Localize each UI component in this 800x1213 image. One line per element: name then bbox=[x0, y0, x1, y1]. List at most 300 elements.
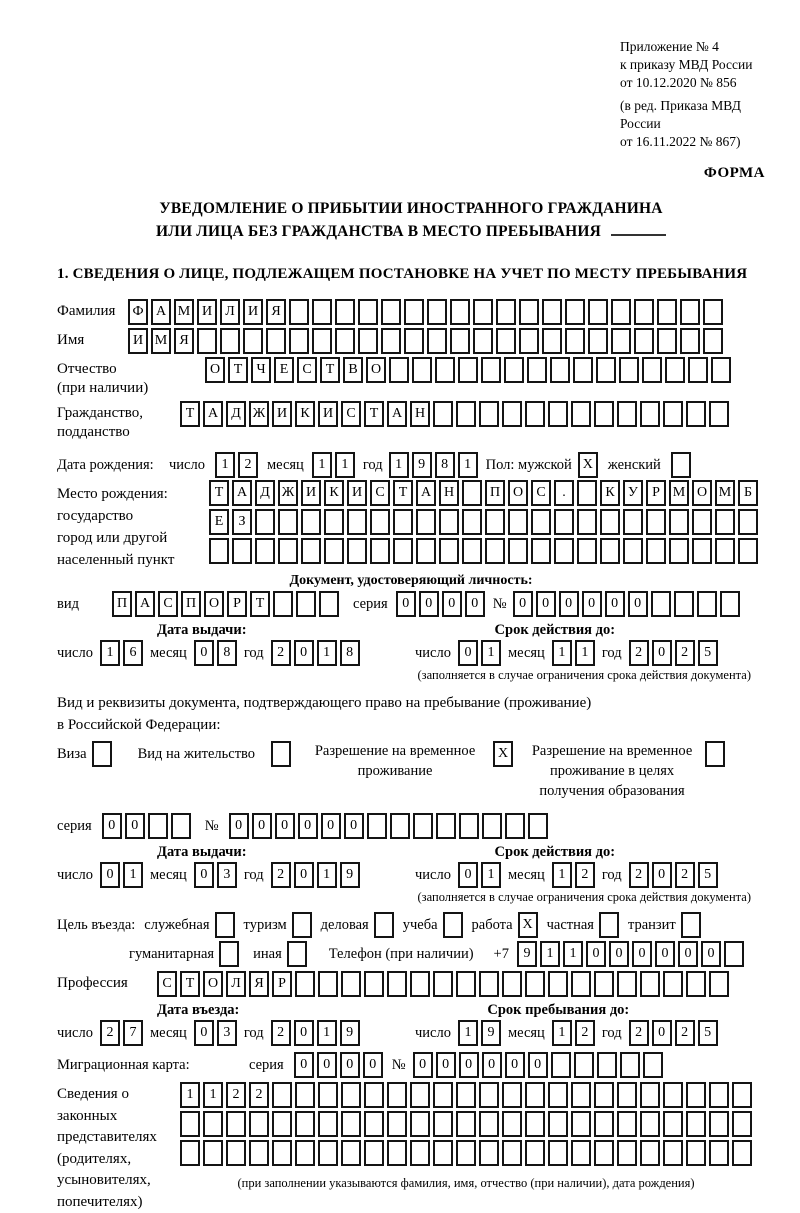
char-cell[interactable]: 1 bbox=[335, 452, 355, 478]
char-cell[interactable]: Л bbox=[220, 299, 240, 325]
char-cell[interactable] bbox=[295, 971, 315, 997]
firstname-input[interactable] bbox=[128, 328, 723, 354]
char-cell[interactable] bbox=[209, 538, 229, 564]
char-cell[interactable]: О bbox=[508, 480, 528, 506]
char-cell[interactable] bbox=[574, 1052, 594, 1078]
char-cell[interactable] bbox=[594, 1111, 614, 1137]
char-cell[interactable] bbox=[335, 328, 355, 354]
char-cell[interactable]: 0 bbox=[194, 1020, 214, 1046]
char-cell[interactable] bbox=[341, 1111, 361, 1137]
char-cell[interactable] bbox=[551, 1052, 571, 1078]
char-cell[interactable]: 2 bbox=[238, 452, 258, 478]
char-cell[interactable]: 0 bbox=[252, 813, 272, 839]
char-cell[interactable] bbox=[341, 1082, 361, 1108]
char-cell[interactable] bbox=[255, 538, 275, 564]
char-cell[interactable] bbox=[312, 299, 332, 325]
char-cell[interactable] bbox=[404, 299, 424, 325]
char-cell[interactable]: 2 bbox=[271, 640, 291, 666]
char-cell[interactable]: 5 bbox=[698, 640, 718, 666]
char-cell[interactable] bbox=[502, 1111, 522, 1137]
char-cell[interactable] bbox=[473, 328, 493, 354]
stay-until-day-input[interactable] bbox=[458, 1020, 501, 1046]
char-cell[interactable] bbox=[387, 971, 407, 997]
char-cell[interactable] bbox=[341, 1140, 361, 1166]
char-cell[interactable]: 0 bbox=[655, 941, 675, 967]
char-cell[interactable]: 0 bbox=[321, 813, 341, 839]
char-cell[interactable]: X bbox=[518, 912, 538, 938]
char-cell[interactable]: К bbox=[600, 480, 620, 506]
char-cell[interactable] bbox=[671, 452, 691, 478]
surname-input[interactable] bbox=[128, 299, 723, 325]
char-cell[interactable] bbox=[617, 1140, 637, 1166]
char-cell[interactable] bbox=[686, 1082, 706, 1108]
char-cell[interactable] bbox=[571, 401, 591, 427]
char-cell[interactable]: М bbox=[151, 328, 171, 354]
entry-day-input[interactable] bbox=[100, 1020, 143, 1046]
char-cell[interactable] bbox=[433, 1082, 453, 1108]
char-cell[interactable] bbox=[479, 1082, 499, 1108]
char-cell[interactable] bbox=[663, 401, 683, 427]
char-cell[interactable]: 1 bbox=[180, 1082, 200, 1108]
char-cell[interactable]: Д bbox=[255, 480, 275, 506]
char-cell[interactable]: О bbox=[692, 480, 712, 506]
char-cell[interactable] bbox=[504, 357, 524, 383]
char-cell[interactable] bbox=[663, 1140, 683, 1166]
char-cell[interactable]: 2 bbox=[226, 1082, 246, 1108]
char-cell[interactable] bbox=[692, 509, 712, 535]
char-cell[interactable] bbox=[295, 1140, 315, 1166]
char-cell[interactable] bbox=[617, 1082, 637, 1108]
char-cell[interactable]: С bbox=[158, 591, 178, 617]
char-cell[interactable] bbox=[387, 1111, 407, 1137]
char-cell[interactable]: 2 bbox=[271, 862, 291, 888]
char-cell[interactable]: И bbox=[301, 480, 321, 506]
char-cell[interactable] bbox=[358, 299, 378, 325]
char-cell[interactable] bbox=[554, 538, 574, 564]
char-cell[interactable] bbox=[571, 1140, 591, 1166]
char-cell[interactable] bbox=[473, 299, 493, 325]
char-cell[interactable] bbox=[390, 813, 410, 839]
char-cell[interactable]: Д bbox=[226, 401, 246, 427]
char-cell[interactable] bbox=[410, 1082, 430, 1108]
char-cell[interactable] bbox=[462, 538, 482, 564]
migration-number-input[interactable] bbox=[413, 1052, 663, 1078]
stay-number-input[interactable] bbox=[229, 813, 548, 839]
char-cell[interactable] bbox=[709, 401, 729, 427]
char-cell[interactable] bbox=[416, 509, 436, 535]
char-cell[interactable] bbox=[680, 299, 700, 325]
char-cell[interactable] bbox=[657, 328, 677, 354]
char-cell[interactable]: 0 bbox=[528, 1052, 548, 1078]
char-cell[interactable]: 1 bbox=[312, 452, 332, 478]
char-cell[interactable] bbox=[370, 509, 390, 535]
stay-valid-day-input[interactable] bbox=[458, 862, 501, 888]
char-cell[interactable]: 9 bbox=[481, 1020, 501, 1046]
doc-number-input[interactable] bbox=[513, 591, 740, 617]
char-cell[interactable]: 1 bbox=[215, 452, 235, 478]
char-cell[interactable] bbox=[443, 912, 463, 938]
purpose-commercial-checkbox[interactable] bbox=[374, 912, 394, 938]
char-cell[interactable] bbox=[289, 299, 309, 325]
char-cell[interactable] bbox=[705, 741, 725, 767]
char-cell[interactable]: 1 bbox=[481, 640, 501, 666]
char-cell[interactable]: 0 bbox=[298, 813, 318, 839]
char-cell[interactable]: З bbox=[232, 509, 252, 535]
char-cell[interactable]: 1 bbox=[123, 862, 143, 888]
char-cell[interactable] bbox=[669, 509, 689, 535]
char-cell[interactable] bbox=[393, 538, 413, 564]
char-cell[interactable]: П bbox=[181, 591, 201, 617]
char-cell[interactable] bbox=[611, 328, 631, 354]
char-cell[interactable]: 0 bbox=[459, 1052, 479, 1078]
char-cell[interactable] bbox=[525, 401, 545, 427]
edu-permit-checkbox[interactable] bbox=[705, 741, 725, 767]
char-cell[interactable] bbox=[312, 328, 332, 354]
char-cell[interactable]: 2 bbox=[271, 1020, 291, 1046]
char-cell[interactable]: 2 bbox=[675, 640, 695, 666]
char-cell[interactable] bbox=[519, 299, 539, 325]
char-cell[interactable] bbox=[226, 1111, 246, 1137]
char-cell[interactable] bbox=[318, 1111, 338, 1137]
char-cell[interactable] bbox=[381, 328, 401, 354]
char-cell[interactable]: 1 bbox=[575, 640, 595, 666]
char-cell[interactable] bbox=[203, 1140, 223, 1166]
representatives-row1-input[interactable] bbox=[180, 1082, 752, 1108]
char-cell[interactable] bbox=[255, 509, 275, 535]
char-cell[interactable] bbox=[458, 357, 478, 383]
char-cell[interactable] bbox=[663, 971, 683, 997]
char-cell[interactable]: 0 bbox=[559, 591, 579, 617]
char-cell[interactable] bbox=[427, 299, 447, 325]
char-cell[interactable]: 2 bbox=[675, 862, 695, 888]
char-cell[interactable] bbox=[335, 299, 355, 325]
char-cell[interactable] bbox=[709, 1111, 729, 1137]
char-cell[interactable] bbox=[180, 1111, 200, 1137]
char-cell[interactable] bbox=[542, 299, 562, 325]
char-cell[interactable] bbox=[588, 328, 608, 354]
char-cell[interactable] bbox=[571, 1111, 591, 1137]
char-cell[interactable]: 1 bbox=[552, 640, 572, 666]
char-cell[interactable] bbox=[439, 509, 459, 535]
char-cell[interactable] bbox=[435, 357, 455, 383]
char-cell[interactable]: 1 bbox=[481, 862, 501, 888]
char-cell[interactable]: 1 bbox=[563, 941, 583, 967]
char-cell[interactable]: 0 bbox=[344, 813, 364, 839]
char-cell[interactable] bbox=[525, 1140, 545, 1166]
char-cell[interactable]: 3 bbox=[217, 1020, 237, 1046]
char-cell[interactable]: Я bbox=[174, 328, 194, 354]
char-cell[interactable] bbox=[171, 813, 191, 839]
char-cell[interactable] bbox=[456, 971, 476, 997]
char-cell[interactable]: 0 bbox=[294, 1052, 314, 1078]
char-cell[interactable] bbox=[550, 357, 570, 383]
char-cell[interactable] bbox=[410, 971, 430, 997]
char-cell[interactable] bbox=[657, 299, 677, 325]
char-cell[interactable] bbox=[347, 509, 367, 535]
char-cell[interactable]: А bbox=[135, 591, 155, 617]
char-cell[interactable]: О bbox=[204, 591, 224, 617]
char-cell[interactable]: Ж bbox=[278, 480, 298, 506]
char-cell[interactable]: Ф bbox=[128, 299, 148, 325]
char-cell[interactable] bbox=[680, 328, 700, 354]
char-cell[interactable] bbox=[287, 941, 307, 967]
char-cell[interactable] bbox=[450, 328, 470, 354]
char-cell[interactable] bbox=[318, 1140, 338, 1166]
char-cell[interactable] bbox=[646, 538, 666, 564]
char-cell[interactable]: М bbox=[669, 480, 689, 506]
char-cell[interactable] bbox=[643, 1052, 663, 1078]
char-cell[interactable] bbox=[611, 299, 631, 325]
char-cell[interactable] bbox=[482, 813, 502, 839]
char-cell[interactable] bbox=[272, 1111, 292, 1137]
char-cell[interactable]: И bbox=[243, 299, 263, 325]
char-cell[interactable] bbox=[732, 1140, 752, 1166]
birth-month-input[interactable] bbox=[312, 452, 355, 478]
patronymic-input[interactable] bbox=[205, 357, 731, 383]
char-cell[interactable] bbox=[571, 1082, 591, 1108]
char-cell[interactable] bbox=[674, 591, 694, 617]
char-cell[interactable] bbox=[502, 971, 522, 997]
char-cell[interactable]: 0 bbox=[632, 941, 652, 967]
char-cell[interactable]: А bbox=[203, 401, 223, 427]
birthplace-row3-input[interactable] bbox=[209, 538, 758, 564]
char-cell[interactable]: 0 bbox=[458, 640, 478, 666]
char-cell[interactable]: X bbox=[578, 452, 598, 478]
char-cell[interactable] bbox=[531, 509, 551, 535]
char-cell[interactable] bbox=[289, 328, 309, 354]
char-cell[interactable] bbox=[634, 299, 654, 325]
sex-male-checkbox[interactable] bbox=[578, 452, 598, 478]
char-cell[interactable] bbox=[669, 538, 689, 564]
char-cell[interactable] bbox=[711, 357, 731, 383]
char-cell[interactable] bbox=[588, 299, 608, 325]
char-cell[interactable]: Я bbox=[266, 299, 286, 325]
char-cell[interactable] bbox=[319, 591, 339, 617]
char-cell[interactable] bbox=[565, 299, 585, 325]
visa-checkbox[interactable] bbox=[92, 741, 112, 767]
char-cell[interactable] bbox=[364, 1082, 384, 1108]
char-cell[interactable]: П bbox=[485, 480, 505, 506]
char-cell[interactable] bbox=[548, 971, 568, 997]
char-cell[interactable] bbox=[548, 1140, 568, 1166]
char-cell[interactable] bbox=[364, 1140, 384, 1166]
char-cell[interactable]: 0 bbox=[363, 1052, 383, 1078]
purpose-transit-checkbox[interactable] bbox=[681, 912, 701, 938]
char-cell[interactable]: С bbox=[341, 401, 361, 427]
char-cell[interactable]: 0 bbox=[229, 813, 249, 839]
char-cell[interactable]: 2 bbox=[629, 1020, 649, 1046]
char-cell[interactable]: 0 bbox=[194, 862, 214, 888]
char-cell[interactable]: 1 bbox=[552, 862, 572, 888]
char-cell[interactable]: М bbox=[715, 480, 735, 506]
char-cell[interactable] bbox=[663, 1111, 683, 1137]
char-cell[interactable] bbox=[720, 591, 740, 617]
char-cell[interactable]: 0 bbox=[609, 941, 629, 967]
char-cell[interactable] bbox=[620, 1052, 640, 1078]
char-cell[interactable] bbox=[686, 401, 706, 427]
char-cell[interactable]: Н bbox=[439, 480, 459, 506]
char-cell[interactable]: 0 bbox=[586, 941, 606, 967]
char-cell[interactable]: О bbox=[203, 971, 223, 997]
entry-year-input[interactable] bbox=[271, 1020, 360, 1046]
char-cell[interactable]: 0 bbox=[419, 591, 439, 617]
char-cell[interactable]: 0 bbox=[317, 1052, 337, 1078]
char-cell[interactable] bbox=[496, 328, 516, 354]
char-cell[interactable] bbox=[715, 538, 735, 564]
temp-permit-checkbox[interactable] bbox=[493, 741, 513, 767]
char-cell[interactable] bbox=[479, 1140, 499, 1166]
char-cell[interactable]: Т bbox=[364, 401, 384, 427]
char-cell[interactable] bbox=[599, 912, 619, 938]
char-cell[interactable] bbox=[577, 480, 597, 506]
char-cell[interactable] bbox=[642, 357, 662, 383]
doc-kind-input[interactable] bbox=[112, 591, 339, 617]
char-cell[interactable] bbox=[226, 1140, 246, 1166]
migration-series-input[interactable] bbox=[294, 1052, 383, 1078]
char-cell[interactable] bbox=[519, 328, 539, 354]
char-cell[interactable] bbox=[374, 912, 394, 938]
char-cell[interactable] bbox=[232, 538, 252, 564]
char-cell[interactable] bbox=[450, 299, 470, 325]
char-cell[interactable] bbox=[594, 971, 614, 997]
char-cell[interactable] bbox=[456, 1082, 476, 1108]
char-cell[interactable] bbox=[640, 1140, 660, 1166]
char-cell[interactable]: 0 bbox=[442, 591, 462, 617]
char-cell[interactable] bbox=[278, 538, 298, 564]
purpose-humanitarian-checkbox[interactable] bbox=[219, 941, 239, 967]
birth-year-input[interactable] bbox=[389, 452, 478, 478]
char-cell[interactable] bbox=[456, 401, 476, 427]
char-cell[interactable] bbox=[623, 509, 643, 535]
purpose-tourism-checkbox[interactable] bbox=[292, 912, 312, 938]
issued-day-input[interactable] bbox=[100, 640, 143, 666]
char-cell[interactable]: 0 bbox=[340, 1052, 360, 1078]
char-cell[interactable]: О bbox=[205, 357, 225, 383]
char-cell[interactable] bbox=[389, 357, 409, 383]
char-cell[interactable]: 0 bbox=[652, 640, 672, 666]
char-cell[interactable]: 2 bbox=[575, 1020, 595, 1046]
char-cell[interactable]: 0 bbox=[582, 591, 602, 617]
stay-until-month-input[interactable] bbox=[552, 1020, 595, 1046]
char-cell[interactable] bbox=[617, 401, 637, 427]
char-cell[interactable] bbox=[295, 1111, 315, 1137]
purpose-private-checkbox[interactable] bbox=[599, 912, 619, 938]
char-cell[interactable] bbox=[577, 538, 597, 564]
char-cell[interactable] bbox=[318, 971, 338, 997]
char-cell[interactable] bbox=[640, 401, 660, 427]
char-cell[interactable]: Т bbox=[393, 480, 413, 506]
char-cell[interactable]: 0 bbox=[436, 1052, 456, 1078]
char-cell[interactable]: О bbox=[366, 357, 386, 383]
char-cell[interactable]: 0 bbox=[294, 640, 314, 666]
char-cell[interactable]: 0 bbox=[536, 591, 556, 617]
char-cell[interactable] bbox=[508, 509, 528, 535]
char-cell[interactable] bbox=[364, 971, 384, 997]
char-cell[interactable]: 8 bbox=[340, 640, 360, 666]
char-cell[interactable]: С bbox=[370, 480, 390, 506]
char-cell[interactable] bbox=[347, 538, 367, 564]
char-cell[interactable] bbox=[433, 971, 453, 997]
char-cell[interactable] bbox=[271, 741, 291, 767]
char-cell[interactable] bbox=[502, 1140, 522, 1166]
valid-day-input[interactable] bbox=[458, 640, 501, 666]
char-cell[interactable]: 9 bbox=[517, 941, 537, 967]
char-cell[interactable]: 5 bbox=[698, 862, 718, 888]
char-cell[interactable] bbox=[219, 941, 239, 967]
char-cell[interactable] bbox=[433, 1111, 453, 1137]
stay-issued-year-input[interactable] bbox=[271, 862, 360, 888]
char-cell[interactable] bbox=[485, 509, 505, 535]
birthplace-row2-input[interactable] bbox=[209, 509, 758, 535]
char-cell[interactable] bbox=[565, 328, 585, 354]
char-cell[interactable]: 9 bbox=[412, 452, 432, 478]
birthplace-row1-input[interactable] bbox=[209, 480, 758, 506]
char-cell[interactable] bbox=[594, 1140, 614, 1166]
stay-valid-month-input[interactable] bbox=[552, 862, 595, 888]
char-cell[interactable] bbox=[456, 1140, 476, 1166]
stay-series-input[interactable] bbox=[102, 813, 191, 839]
char-cell[interactable] bbox=[459, 813, 479, 839]
char-cell[interactable] bbox=[554, 509, 574, 535]
char-cell[interactable] bbox=[681, 912, 701, 938]
char-cell[interactable]: С bbox=[531, 480, 551, 506]
char-cell[interactable]: У bbox=[623, 480, 643, 506]
char-cell[interactable] bbox=[481, 357, 501, 383]
char-cell[interactable] bbox=[709, 1082, 729, 1108]
char-cell[interactable]: 1 bbox=[317, 862, 337, 888]
char-cell[interactable]: Б bbox=[738, 480, 758, 506]
char-cell[interactable] bbox=[703, 328, 723, 354]
char-cell[interactable]: 2 bbox=[575, 862, 595, 888]
char-cell[interactable] bbox=[393, 509, 413, 535]
char-cell[interactable] bbox=[571, 971, 591, 997]
char-cell[interactable]: Е bbox=[209, 509, 229, 535]
char-cell[interactable] bbox=[646, 509, 666, 535]
char-cell[interactable]: 0 bbox=[628, 591, 648, 617]
residence-permit-checkbox[interactable] bbox=[271, 741, 291, 767]
char-cell[interactable]: В bbox=[343, 357, 363, 383]
char-cell[interactable] bbox=[525, 1082, 545, 1108]
char-cell[interactable]: 0 bbox=[294, 862, 314, 888]
char-cell[interactable] bbox=[548, 1111, 568, 1137]
char-cell[interactable] bbox=[324, 538, 344, 564]
char-cell[interactable]: 0 bbox=[294, 1020, 314, 1046]
char-cell[interactable]: 9 bbox=[340, 862, 360, 888]
char-cell[interactable]: И bbox=[318, 401, 338, 427]
char-cell[interactable] bbox=[433, 401, 453, 427]
char-cell[interactable] bbox=[324, 509, 344, 535]
purpose-work-checkbox[interactable] bbox=[518, 912, 538, 938]
char-cell[interactable]: Ж bbox=[249, 401, 269, 427]
char-cell[interactable] bbox=[594, 401, 614, 427]
char-cell[interactable]: 1 bbox=[552, 1020, 572, 1046]
char-cell[interactable]: 0 bbox=[678, 941, 698, 967]
char-cell[interactable] bbox=[367, 813, 387, 839]
valid-year-input[interactable] bbox=[629, 640, 718, 666]
char-cell[interactable] bbox=[479, 401, 499, 427]
char-cell[interactable]: Р bbox=[646, 480, 666, 506]
char-cell[interactable] bbox=[296, 591, 316, 617]
char-cell[interactable] bbox=[220, 328, 240, 354]
char-cell[interactable]: 0 bbox=[652, 1020, 672, 1046]
char-cell[interactable]: 0 bbox=[100, 862, 120, 888]
char-cell[interactable]: А bbox=[151, 299, 171, 325]
char-cell[interactable] bbox=[301, 538, 321, 564]
char-cell[interactable] bbox=[295, 1082, 315, 1108]
char-cell[interactable] bbox=[272, 1140, 292, 1166]
char-cell[interactable]: К bbox=[295, 401, 315, 427]
char-cell[interactable] bbox=[596, 357, 616, 383]
